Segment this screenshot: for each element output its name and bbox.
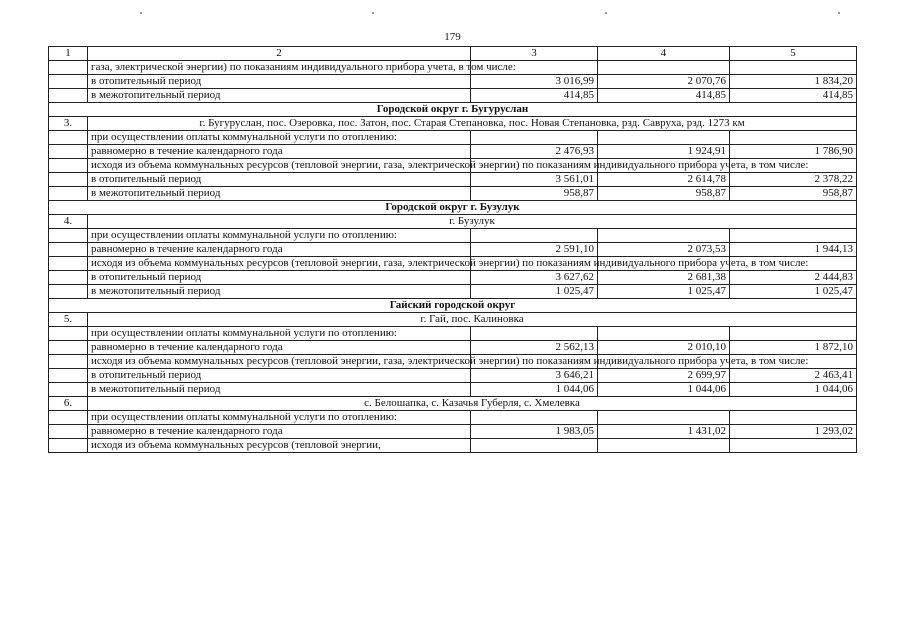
empty-cell [598, 131, 730, 145]
value-cell: 1 025,47 [730, 285, 857, 299]
row-label: в межотопительный период [88, 383, 471, 397]
row-number: 6. [49, 397, 88, 411]
section-title: Городской округ г. Бузулук [49, 201, 857, 215]
empty-cell [730, 229, 857, 243]
section-title: Городской округ г. Бугуруслан [49, 103, 857, 117]
empty-cell [598, 229, 730, 243]
empty-cell [49, 89, 88, 103]
header-cell: 2 [88, 47, 471, 61]
row-label: равномерно в течение календарного года [88, 243, 471, 257]
empty-cell [598, 439, 730, 453]
header-row [49, 47, 857, 61]
section-title: Гайский городской округ [49, 299, 857, 313]
empty-cell [49, 145, 88, 159]
value-cell: 1 834,20 [730, 75, 857, 89]
empty-cell [49, 369, 88, 383]
section-row [49, 201, 857, 215]
table-row [49, 369, 857, 383]
header-cell: 1 [49, 47, 88, 61]
table-row [49, 89, 857, 103]
value-cell: 3 016,99 [471, 75, 598, 89]
empty-cell [598, 327, 730, 341]
locality-row [49, 117, 857, 131]
empty-cell [730, 61, 857, 75]
value-cell: 1 983,05 [471, 425, 598, 439]
row-label: в межотопительный период [88, 187, 471, 201]
empty-cell [49, 229, 88, 243]
value-cell: 1 924,91 [598, 145, 730, 159]
row-label: при осуществлении оплаты коммунальной услуги по отоплению: [88, 327, 471, 341]
value-cell: 2 699,97 [598, 369, 730, 383]
table-row [49, 257, 857, 271]
empty-cell [49, 159, 88, 173]
table-row [49, 285, 857, 299]
row-label: при осуществлении оплаты коммунальной услуги по отоплению: [88, 229, 471, 243]
row-label: в отопительный период [88, 369, 471, 383]
empty-cell [730, 439, 857, 453]
value-cell: 1 944,13 [730, 243, 857, 257]
value-cell: 1 872,10 [730, 341, 857, 355]
empty-cell [471, 411, 598, 425]
table-row [49, 61, 857, 75]
row-label: равномерно в течение календарного года [88, 341, 471, 355]
table-row [49, 229, 857, 243]
empty-cell [471, 327, 598, 341]
table-row [49, 159, 857, 173]
empty-cell [49, 439, 88, 453]
scan-dot [372, 12, 374, 14]
page-number: 179 [444, 31, 461, 43]
row-label: при осуществлении оплаты коммунальной услуги по отоплению: [88, 411, 471, 425]
value-cell: 2 476,93 [471, 145, 598, 159]
empty-cell [730, 131, 857, 145]
locality-name: г. Бугуруслан, пос. Озеровка, пос. Затон, пос. Старая Степановка, пос. Новая Степановка, рзд. Савруха, рзд. 1273 км [88, 117, 857, 131]
row-label: равномерно в течение календарного года [88, 425, 471, 439]
row-label: исходя из объема коммунальных ресурсов (тепловой энергии, [88, 439, 471, 453]
value-cell: 3 646,21 [471, 369, 598, 383]
empty-cell [471, 229, 598, 243]
empty-cell [49, 173, 88, 187]
row-label: газа, электрической энергии) по показаниям индивидуального прибора учета, в том числе: [88, 61, 471, 75]
empty-cell [49, 285, 88, 299]
row-label: в отопительный период [88, 75, 471, 89]
row-label: в межотопительный период [88, 285, 471, 299]
table-row [49, 75, 857, 89]
empty-cell [49, 383, 88, 397]
empty-cell [49, 327, 88, 341]
value-cell: 2 073,53 [598, 243, 730, 257]
value-cell: 3 627,62 [471, 271, 598, 285]
table-row [49, 243, 857, 257]
value-cell: 958,87 [471, 187, 598, 201]
header-cell: 5 [730, 47, 857, 61]
empty-cell [49, 411, 88, 425]
empty-cell [49, 75, 88, 89]
value-cell: 414,85 [471, 89, 598, 103]
value-cell: 2 463,41 [730, 369, 857, 383]
table-row [49, 145, 857, 159]
table-row [49, 439, 857, 453]
empty-cell [49, 271, 88, 285]
locality-row [49, 313, 857, 327]
locality-name: г. Бузулук [88, 215, 857, 229]
table-row [49, 327, 857, 341]
table-row [49, 341, 857, 355]
row-label: при осуществлении оплаты коммунальной услуги по отоплению: [88, 131, 471, 145]
table-row [49, 271, 857, 285]
row-label: в межотопительный период [88, 89, 471, 103]
value-cell: 2 010,10 [598, 341, 730, 355]
value-cell: 2 444,83 [730, 271, 857, 285]
locality-row [49, 215, 857, 229]
value-cell: 2 681,38 [598, 271, 730, 285]
value-cell: 2 591,10 [471, 243, 598, 257]
section-row [49, 299, 857, 313]
value-cell: 3 561,01 [471, 173, 598, 187]
table-row [49, 131, 857, 145]
header-cell: 3 [471, 47, 598, 61]
row-number: 5. [49, 313, 88, 327]
empty-cell [49, 341, 88, 355]
empty-cell [49, 425, 88, 439]
value-cell: 1 431,02 [598, 425, 730, 439]
value-cell: 1 025,47 [598, 285, 730, 299]
table-row [49, 383, 857, 397]
table-row [49, 411, 857, 425]
table-row [49, 187, 857, 201]
scan-dot [140, 12, 142, 14]
row-number: 3. [49, 117, 88, 131]
locality-row [49, 397, 857, 411]
row-label: исходя из объема коммунальных ресурсов (тепловой энергии, газа, электрической энергии) по показаниям индивидуального прибора учета, в том числе: [88, 355, 471, 369]
row-label: равномерно в течение календарного года [88, 145, 471, 159]
empty-cell [598, 411, 730, 425]
header-cell: 4 [598, 47, 730, 61]
value-cell: 2 562,13 [471, 341, 598, 355]
scan-dot [838, 12, 840, 14]
value-cell: 2 070,76 [598, 75, 730, 89]
empty-cell [730, 327, 857, 341]
value-cell: 1 044,06 [471, 383, 598, 397]
value-cell: 1 293,02 [730, 425, 857, 439]
value-cell: 1 044,06 [730, 383, 857, 397]
tariff-table [48, 46, 857, 453]
row-label: исходя из объема коммунальных ресурсов (тепловой энергии, газа, электрической энергии) по показаниям индивидуального прибора учета, в том числе: [88, 159, 471, 173]
value-cell: 958,87 [730, 187, 857, 201]
row-label: исходя из объема коммунальных ресурсов (тепловой энергии, газа, электрической энергии) по показаниям индивидуального прибора учета, в том числе: [88, 257, 471, 271]
empty-cell [730, 411, 857, 425]
table-row [49, 355, 857, 369]
empty-cell [49, 355, 88, 369]
table-row [49, 425, 857, 439]
tariff-table-body [49, 47, 857, 453]
row-number: 4. [49, 215, 88, 229]
empty-cell [49, 243, 88, 257]
empty-cell [471, 439, 598, 453]
value-cell: 2 614,78 [598, 173, 730, 187]
value-cell: 2 378,22 [730, 173, 857, 187]
locality-name: с. Белошапка, с. Казачья Губерля, с. Хмелевка [88, 397, 857, 411]
empty-cell [49, 131, 88, 145]
section-row [49, 103, 857, 117]
empty-cell [471, 131, 598, 145]
value-cell: 958,87 [598, 187, 730, 201]
value-cell: 1 786,90 [730, 145, 857, 159]
empty-cell [598, 61, 730, 75]
value-cell: 414,85 [730, 89, 857, 103]
row-label: в отопительный период [88, 271, 471, 285]
value-cell: 1 025,47 [471, 285, 598, 299]
value-cell: 414,85 [598, 89, 730, 103]
row-label: в отопительный период [88, 173, 471, 187]
empty-cell [49, 257, 88, 271]
scan-dot [605, 12, 607, 14]
empty-cell [49, 61, 88, 75]
value-cell: 1 044,06 [598, 383, 730, 397]
empty-cell [49, 187, 88, 201]
locality-name: г. Гай, пос. Калиновка [88, 313, 857, 327]
table-row [49, 173, 857, 187]
